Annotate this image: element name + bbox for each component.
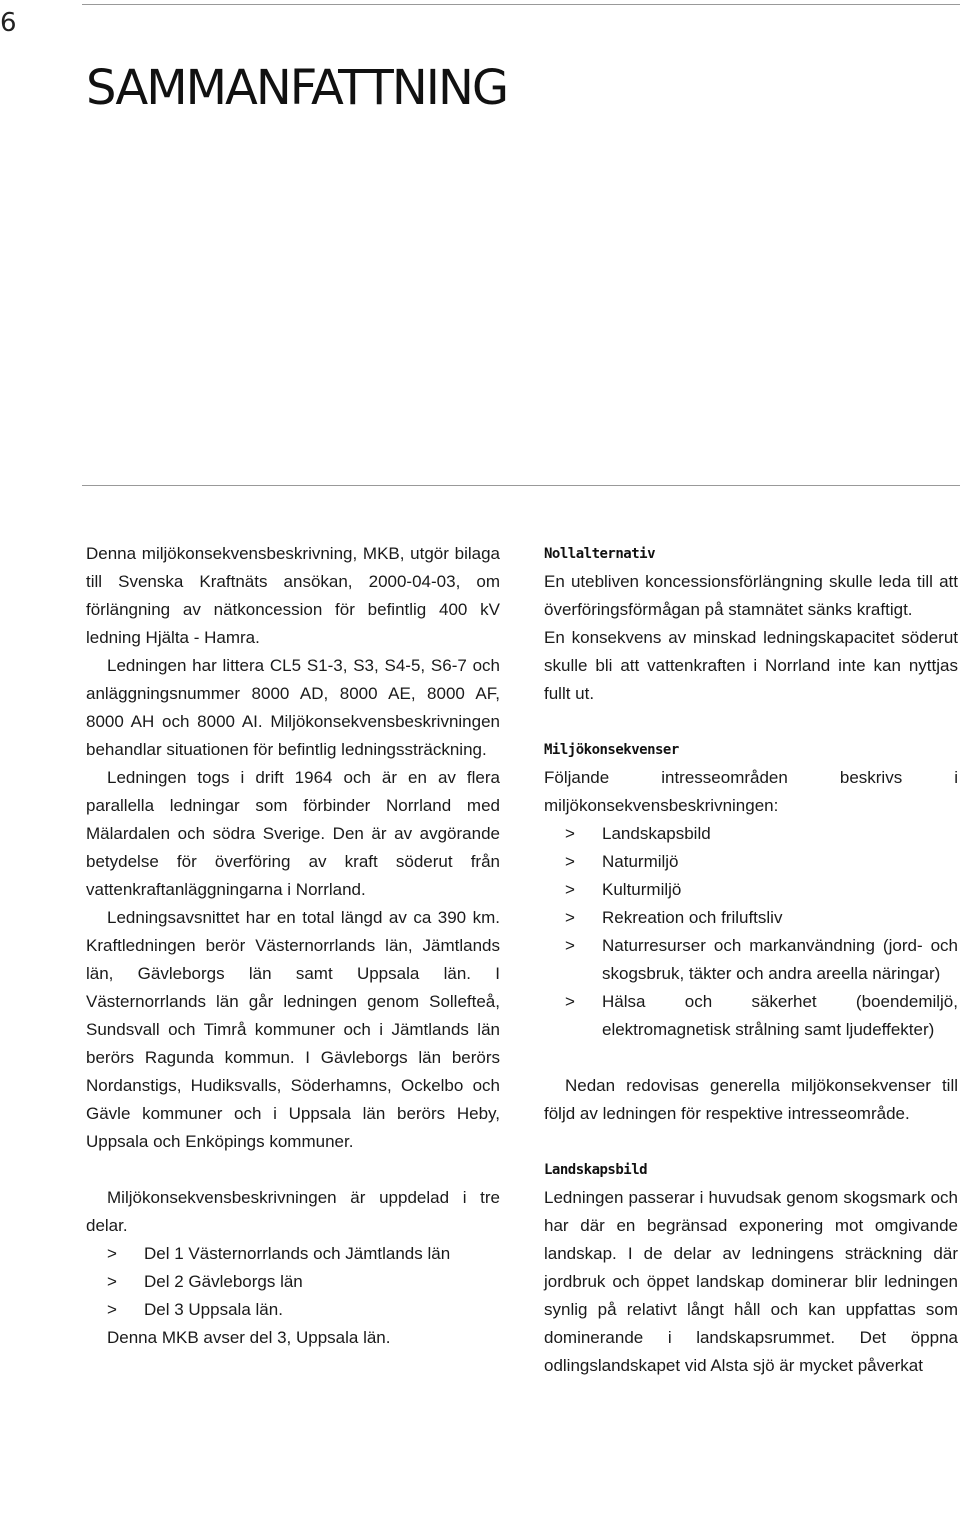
parts-list <box>86 1240 500 1324</box>
paragraph-length: Ledningsavsnittet har en total längd av ca 390 km. Kraftledningen berör Västernorrlands län, Jämtlands län, Gävleborgs län samt Uppsala län. I Västernorrlands län går ledningen genom Sollefteå, Sundsvall och Timrå kommuner och i Jämtlands län berörs Ragunda kommun. I Gävleborgs län berörs Nordanstigs, Hudiksvalls, Söderhamns, Ockelbo och Gävle kommuner och i Uppsala län berörs Heby, Uppsala och Enköpings kommuner. <box>86 908 500 1151</box>
paragraph-parts: Miljökonsekvensbeskrivningen är uppdelad i tre delar. <box>86 1188 500 1235</box>
bullet-arrow-icon: > <box>565 824 575 843</box>
section-divider <box>82 485 960 486</box>
list-item: > Naturmiljö <box>544 848 958 876</box>
intro-paragraph: Denna miljökonsekvensbeskrivning, MKB, utgör bilaga till Svenska Kraftnäts ansökan, 2000-04-03, om förlängning av nätkoncession för befintlig 400 kV ledning Hjälta - Hamra. <box>86 544 500 647</box>
paragraph-drift: Ledningen togs i drift 1964 och är en av flera parallella ledningar som förbinder Norrland med Mälardalen och södra Sverige. Den är av avgörande betydelse för överföring av kraft söderut från vattenkraftanläggningarna i Norrland. <box>86 768 500 899</box>
spacer <box>544 1044 958 1072</box>
list-item: > Del 3 Uppsala län. <box>86 1296 500 1324</box>
list-item: > Rekreation och friluftsliv <box>544 904 958 932</box>
bullet-arrow-icon: > <box>565 852 575 871</box>
spacer <box>544 708 958 736</box>
bullet-arrow-icon: > <box>107 1244 117 1263</box>
list-item: > Naturresurser och markanvändning (jord- och skogsbruk, täkter och andra areella näringar) <box>544 932 958 988</box>
spacer <box>544 1128 958 1156</box>
heading-nollalternativ: Nollalternativ <box>544 546 656 562</box>
paragraph-landskapsbild: Ledningen passerar i huvudsak genom skogsmark och har där en begränsad exponering mot omgivande landskap. I de delar av ledningens sträckning där jordbruk och öppet landskap dominerar blir ledningen synlig på relativt långt håll och kan uppfattas som dominerande i landskapsrummet. Det öppna odlingslandskapet vid Alsta sjö är mycket påverkat <box>544 1188 958 1375</box>
bullet-arrow-icon: > <box>565 880 575 899</box>
bullet-arrow-icon: > <box>107 1300 117 1319</box>
heading-miljokonsekvenser: Miljökonsekvenser <box>544 742 679 758</box>
list-item: > Landskapsbild <box>544 820 958 848</box>
page-number: 6 <box>0 8 17 38</box>
paragraph-redovisas: Nedan redovisas generella miljökonsekvenser till följd av ledningen för respektive intresseområde. <box>544 1076 958 1123</box>
bullet-arrow-icon: > <box>565 992 575 1011</box>
list-item: > Del 1 Västernorrlands och Jämtlands län <box>86 1240 500 1268</box>
list-item: > Del 2 Gävleborgs län <box>86 1268 500 1296</box>
paragraph-scope: Denna MKB avser del 3, Uppsala län. <box>107 1328 391 1347</box>
areas-list <box>544 820 958 1044</box>
bullet-arrow-icon: > <box>565 936 575 955</box>
list-item: > Hälsa och säkerhet (boendemiljö, elektromagnetisk strålning samt ljudeffekter) <box>544 988 958 1044</box>
top-divider <box>82 4 960 5</box>
bullet-arrow-icon: > <box>565 908 575 927</box>
left-column <box>86 540 500 1352</box>
right-column <box>544 540 958 1380</box>
list-item: > Kulturmiljö <box>544 876 958 904</box>
paragraph-noll-1: En utebliven koncessionsförlängning skulle leda till att överföringsförmågan på stamnätet sänks kraftigt. <box>544 572 958 619</box>
paragraph-noll-2: En konsekvens av minskad ledningskapacitet söderut skulle bli att vattenkraften i Norrland inte kan nyttjas fullt ut. <box>544 628 958 703</box>
bullet-arrow-icon: > <box>107 1272 117 1291</box>
paragraph-littera: Ledningen har littera CL5 S1-3, S3, S4-5, S6-7 och anläggningsnummer 8000 AD, 8000 AE, 8000 AF, 8000 AH och 8000 AI. Miljökonsekvensbeskrivningen behandlar situationen för befintlig ledningssträckning. <box>86 656 500 759</box>
page-title: SAMMANFATTNING <box>86 60 508 116</box>
heading-landskapsbild: Landskapsbild <box>544 1162 648 1178</box>
spacer <box>86 1156 500 1184</box>
paragraph-miljo-intro: Följande intresseområden beskrivs i miljökonsekvensbeskrivningen: <box>544 768 958 815</box>
